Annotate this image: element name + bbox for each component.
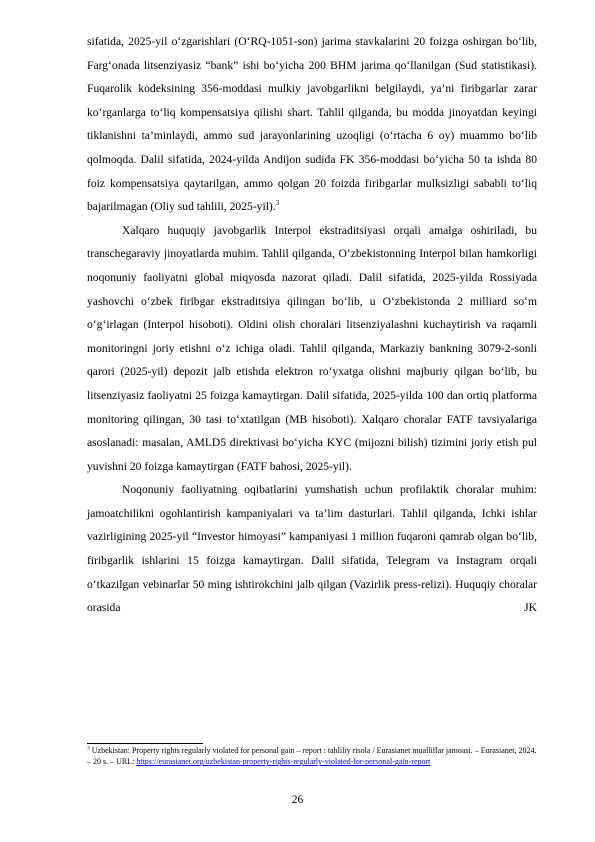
footnote xyxy=(87,745,539,767)
footnote-reference[interactable]: 3 xyxy=(275,199,280,208)
footnote-text: Uzbekistan: Property rights regularly violated for personal gain – report : tahliliy risola / Eurasianet mualliflar jamoasi. – Eurasianet, 2024. – 20 s. – URL: xyxy=(87,746,537,767)
page-number: 26 xyxy=(291,793,304,806)
footnote-number: 3 xyxy=(87,745,90,752)
paragraph-1 xyxy=(87,30,537,219)
paragraph-1-text: sifatida, 2025-yil o‘zgarishlari (O‘RQ-1051-son) jarima stavkalarini 20 foizga oshirgan bo‘lib, Farg‘onada litsenziyasiz “bank” ishi bo‘yicha 200 BHM jarima qo‘llanilgan (Sud statistikasi). Fuqarolik kodeksining 356-moddasi mulkiy javobgarlikni belgilaydi, ya’ni firibgarlar zarar ko‘rganlarga to‘liq kompensatsiya qilishi shart. Tahlil qilganda, bu modda jinoyatdan keyingi tiklanishni ta’minlaydi, ammo sud jarayonlarining uzoqligi (o‘rtacha 6 oy) muammo bo‘lib qolmoqda. Dalil sifatida, 2024-yilda Andijon sudida FK 356-moddasi bo‘yicha 50 ta ishda 80 foiz kompensatsiya qaytarilgan, ammo qolgan 20 foizda firibgarlar mulksizligi sababli to‘liq bajarilmagan (Oliy sud tahlili, 2025-yil). xyxy=(87,35,537,214)
page-body xyxy=(87,30,537,620)
paragraph-2: Xalqaro huquqiy javobgarlik Interpol ekstraditsiyasi orqali amalga oshiriladi, bu transchegaraviy jinoyatlarda muhim. Tahlil qilganda, O‘zbekistonning Interpol bilan hamkorligi noqonuniy faoliyatni global miqyosda nazorat qiladi. Dalil sifatida, 2025-yilda Rossiyada yashovchi o‘zbek firibgar ekstraditsiya qilingan bo‘lib, u O‘zbekistonda 2 milliard so‘m o‘g‘irlagan (Interpol hisoboti). Oldini olish choralari litsenziyalashni kuchaytirish va raqamli monitoringni joriy etishni o‘z ichiga oladi. Tahlil qilganda, Markaziy bankning 3079-2-sonli qarori (2025-yil) depozit jalb etishda elektron ro‘yxatga olishni majburiy qilgan bo‘lib, bu litsenziyasiz faoliyatni 25 foizga kamaytirgan. Dalil sifatida, 2025-yilda 100 dan ortiq platforma monitoring qilingan, 30 tasi to‘xtatilgan (MB hisoboti). Xalqaro choralar FATF tavsiyalariga asoslanadi: masalan, AMLD5 direktivasi bo‘yicha KYC (mijozni bilish) tizimini joriy etish pul yuvishni 20 foizga kamaytirgan (FATF bahosi, 2025-yil). xyxy=(87,223,537,473)
footnote-separator xyxy=(87,743,203,744)
paragraph-3: Noqonuniy faoliyatning oqibatlarini yumshatish uchun profilaktik choralar muhim: jamoatchilikni ogohlantirish kampaniyalari va ta’lim dasturlari. Tahlil qilganda, Ichki ishlar vazirligining 2025-yil “Investor himoyasi” kampaniyasi 1 million fuqaroni qamrab olgan bo‘lib, firibgarlik ishlarini 15 foizga kamaytirgan. Dalil sifatida, Telegram va Instagram orqali o‘tkazilgan vebinarlar 50 ming ishtirokchini jalb qilgan (Vazirlik press-relizi). Huquqiy choralar orasida JK xyxy=(87,483,537,615)
footnote-link[interactable]: https://eurasianet.org/uzbekistan-property-rights-regularly-violated-for-personal-gain-report xyxy=(136,757,431,767)
